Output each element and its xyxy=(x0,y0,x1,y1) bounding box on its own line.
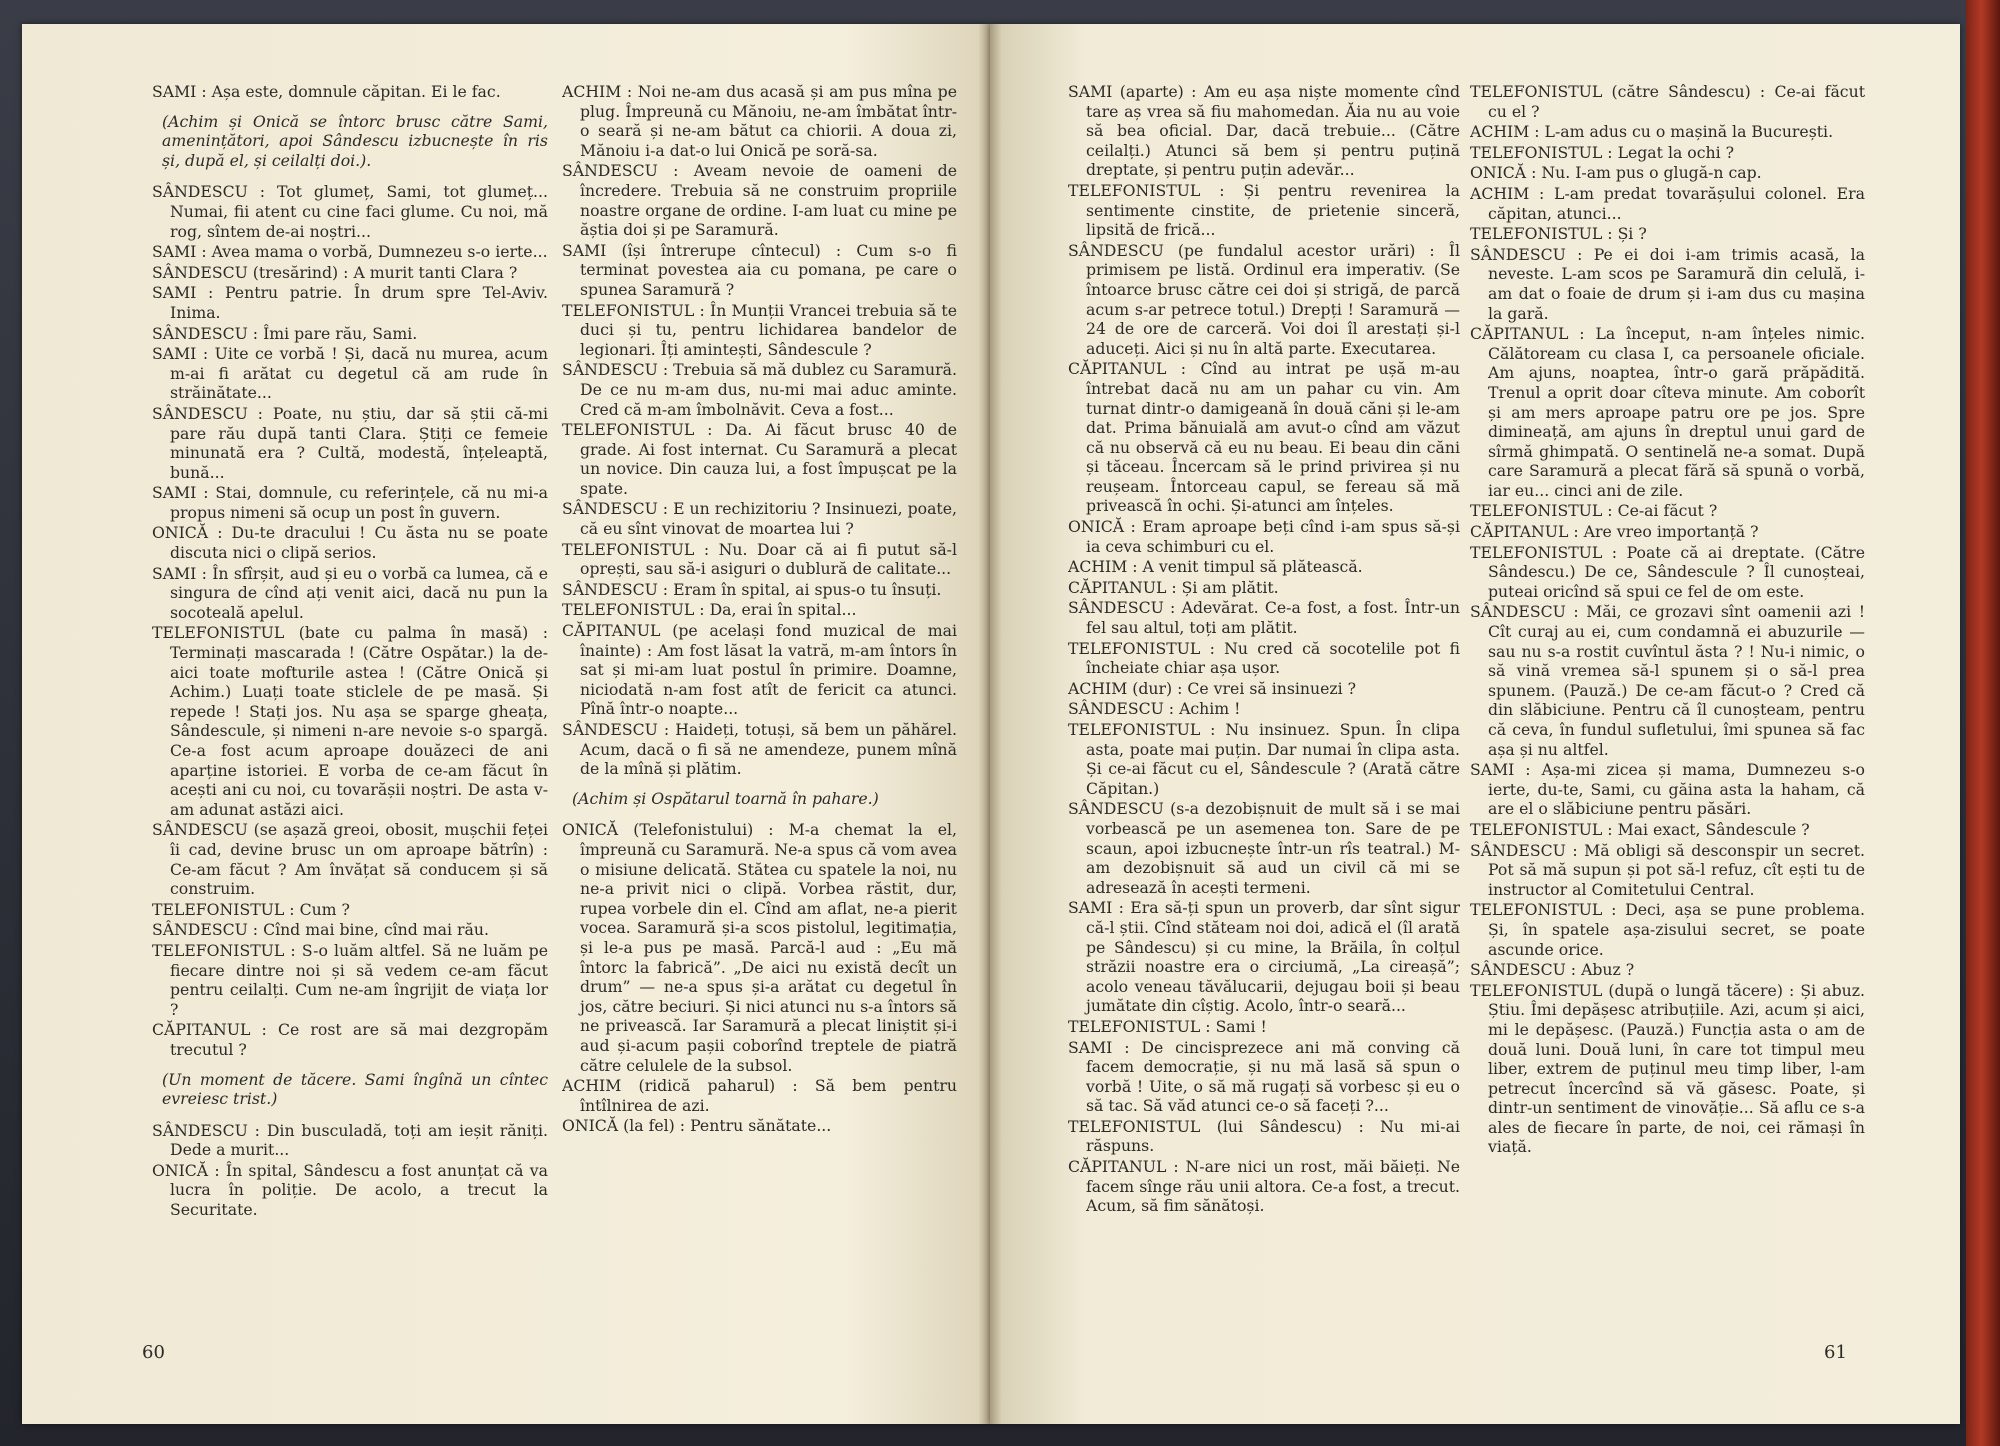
speaker-label: ONICĂ (Telefonistului) : xyxy=(562,820,789,840)
speaker-label: SÂNDESCU : xyxy=(1470,244,1594,264)
speaker-label: SÂNDESCU : xyxy=(1470,840,1585,860)
left-page-column-2 xyxy=(562,82,957,1342)
dialogue-line xyxy=(1470,602,1865,759)
dialogue-text: Deci, așa se pune problema. Și, în spatele așa-zisului secret, se poate ascunde orice. xyxy=(1488,900,1865,959)
dialogue-text: Nu insinuez. Spun. În clipa asta, poate mai puțin. Dar numai în clipa asta. Și ce-ai făcut cu el, Sândescule ? (Arată către Căpitan.) xyxy=(1086,720,1460,798)
dialogue-text: Terminați mascarada ! (Către Ospătar.) la de-aici toate mofturile astea ! (Către Onică și Achim.) Luați toate sticlele de pe masă. Și repede ! Stați jos. Nu așa se sparge gheața, Sândescule, și nimeni n-are nevoie s-o spargă. Ce-a fost acum aproape douăzeci de ani aparține istoriei. E vorba de ce-am făcut în acești ani cu noi, cu tovarășii noștri. De asta v-am adunat astăzi aici. xyxy=(170,643,548,819)
speaker-label: SÂNDESCU : xyxy=(562,161,694,181)
dialogue-text: De cincisprezece ani mă conving că facem democrație, și nu mă lasă să spun o vorbă ! Uite, o să mă rugați să vorbesc și eu o să tac. Să văd atunci ce-o să faceți ?... xyxy=(1086,1037,1460,1116)
left-page-column-1 xyxy=(152,82,548,1342)
speaker-label: ACHIM : xyxy=(1068,557,1143,577)
page-number-right: 61 xyxy=(1824,1342,1847,1363)
dialogue-line xyxy=(562,82,957,160)
dialogue-line xyxy=(1470,163,1865,183)
dialogue-line xyxy=(1470,960,1865,980)
dialogue-line xyxy=(1470,224,1865,244)
speaker-label: ACHIM : xyxy=(1470,122,1545,142)
dialogue-line xyxy=(1470,981,1865,1157)
dialogue-line xyxy=(1068,720,1460,798)
dialogue-line xyxy=(1470,82,1865,121)
dialogue-text: Am fost lăsat la vatră, m-am întors în sat și mi-am luat postul în primire. Doamne, niciodată n-am fost atît de fericit ca atunci. Pînă într-o noapte... xyxy=(580,640,957,719)
stage-direction: (Achim și Onică se întorc brusc către Sami, amenințători, apoi Sândescu izbucnește în ris și, după el, și ceilalți doi.). xyxy=(162,111,548,170)
speaker-label: SÂNDESCU : xyxy=(562,579,674,599)
speaker-label: TELEFONISTUL : xyxy=(1068,1016,1216,1036)
speaker-label: TELEFONISTUL : xyxy=(1470,142,1618,162)
book-gutter xyxy=(978,24,1002,1424)
dialogue-line xyxy=(562,241,957,300)
speaker-label: TELEFONISTUL : xyxy=(1470,501,1618,521)
speaker-label: ONICĂ : xyxy=(1470,163,1542,183)
dialogue-text: Îmi pare rău, Sami. xyxy=(263,323,418,343)
dialogue-text: Abuz ? xyxy=(1581,960,1635,980)
left-page xyxy=(22,24,990,1424)
dialogue-line xyxy=(1068,181,1460,240)
speaker-label: SÂNDESCU (pe fundalul acestor urări) : xyxy=(1068,240,1449,260)
speaker-label: SÂNDESCU (se așază greoi, obosit, mușchii feței îi cad, devine brusc un om aproape bătrîn) : xyxy=(152,820,548,859)
dialogue-line xyxy=(1068,699,1460,719)
speaker-label: SAMI : xyxy=(152,283,225,303)
speaker-label: TELEFONISTUL : xyxy=(1470,542,1627,562)
dialogue-line xyxy=(1470,324,1865,500)
dialogue-text: Mai exact, Sândescule ? xyxy=(1617,819,1810,839)
dialogue-text: Din busculadă, toți am ieșit răniți. Dede a murit... xyxy=(170,1120,548,1160)
right-page-column-2 xyxy=(1470,82,1865,1342)
speaker-label: CĂPITANUL : xyxy=(1068,359,1201,379)
speaker-label: TELEFONISTUL : xyxy=(562,300,711,320)
dialogue-text: Eram în spital, ai spus-o tu însuți. xyxy=(673,579,942,599)
speaker-label: ONICĂ (la fel) : xyxy=(562,1116,691,1136)
dialogue-line xyxy=(562,161,957,239)
dialogue-line xyxy=(1470,820,1865,840)
speaker-label: SÂNDESCU : xyxy=(152,1120,267,1140)
dialogue-line xyxy=(1470,122,1865,142)
dialogue-line xyxy=(1068,598,1460,637)
dialogue-line xyxy=(152,523,548,562)
speaker-label: SAMI : xyxy=(152,242,212,262)
dialogue-line xyxy=(152,483,548,522)
dialogue-text: Ce rost are să mai dezgropăm trecutul ? xyxy=(170,1020,548,1059)
speaker-label: CĂPITANUL : xyxy=(152,1020,278,1040)
dialogue-line xyxy=(562,600,957,620)
dialogue-line xyxy=(562,540,957,579)
speaker-label: CĂPITANUL : xyxy=(1068,577,1182,597)
dialogue-text: Ce vrei să insinuezi ? xyxy=(1187,678,1357,698)
dialogue-line xyxy=(152,182,548,241)
speaker-label: ACHIM (ridică paharul) : xyxy=(562,1076,815,1096)
dialogue-line xyxy=(1470,143,1865,163)
dialogue-text: Adevărat. Ce-a fost, a fost. Într-un fel sau altul, toți am plătit. xyxy=(1086,598,1460,638)
dialogue-text: Eram aproape beți cînd i-am spus să-și ia ceva schimburi cu el. xyxy=(1086,517,1460,556)
dialogue-line xyxy=(1068,557,1460,577)
dialogue-line xyxy=(1068,241,1460,359)
dialogue-line xyxy=(152,900,548,920)
speaker-label: TELEFONISTUL : xyxy=(1068,638,1225,658)
dialogue-text: Măi, ce grozavi sînt oamenii azi ! Cît curaj au ei, cum condamnă ei abuzurile — sau nu s-a rostit cuvîntul ăsta ? ! Nu-i nimic, o să vină vremea să-l spunem și o să-l prea spunem. (Pauză.) De ce-am făcut-o ? Cred că din slăbiciune. Pentru că îl cunoșteam, pentru că ceva, în fundul sufletului, îmi spunea să fac așa și nu altfel. xyxy=(1488,602,1865,759)
dialogue-text: În Munții Vrancei trebuia să te duci și tu, pentru lichidarea bandelor de legionari. Îți amintești, Sândescule ? xyxy=(580,300,957,359)
book-edge xyxy=(1966,0,2000,1446)
speaker-label: SAMI (aparte) : xyxy=(1068,82,1204,101)
stage-direction: (Achim și Ospătarul toarnă în pahare.) xyxy=(572,788,879,808)
dialogue-text: Și ? xyxy=(1617,224,1647,244)
dialogue-text: Nu cred că socotelile pot fi încheiate chiar așa ușor. xyxy=(1086,638,1460,678)
dialogue-text: Nu mi-ai răspuns. xyxy=(1086,1116,1460,1156)
speaker-label: SAMI : xyxy=(1068,1037,1142,1057)
speaker-label: ACHIM : xyxy=(1470,183,1555,203)
dialogue-text: În spital, Sândescu a fost anunțat că va lucra în poliție. De acolo, a trecut la Securitate. xyxy=(170,1160,548,1220)
speaker-label: SÂNDESCU : xyxy=(152,920,264,940)
right-page xyxy=(990,24,1960,1424)
dialogue-line xyxy=(152,242,548,262)
dialogue-line xyxy=(1068,517,1460,556)
dialogue-text: Are vreo importanță ? xyxy=(1583,522,1759,542)
speaker-label: SAMI : xyxy=(1068,898,1131,918)
speaker-label: ACHIM (dur) : xyxy=(1068,678,1188,698)
speaker-label: SÂNDESCU : xyxy=(562,720,676,739)
dialogue-line xyxy=(562,301,957,360)
dialogue-text: Și abuz. Știu. Îmi depășesc atribuțiile. Azi, acum și aici, mi le depășesc. (Pauză.) Funcția asta o am de două luni. Două luni, în care tot timpul meu liber, extrem de puținul meu timp liber, l-am petrecut încercînd să vă găsesc. Poate, și dintr-un sentiment de vinovăție... Să aflu ce s-a ales de fiecare în parte, de noi, cei rămași în viață. xyxy=(1488,980,1865,1157)
dialogue-text: L-am adus cu o mașină la București. xyxy=(1544,122,1834,142)
dialogue-line xyxy=(1068,799,1460,897)
speaker-label: SÂNDESCU : xyxy=(1068,598,1182,618)
dialogue-text: Era să-ți spun un proverb, dar sînt sigur că-l știi. Cînd stăteam noi doi, adică el (îl arată pe Sândescu) și cu mine, la Brăila, în colțul străzii noastre era o circiumă, „La cireașă”; acolo veneau tăvălucarii, dejugau boii și beau jumătate din cîștig. Acolo, într-o seară... xyxy=(1086,898,1460,1016)
dialogue-text: Cînd mai bine, cînd mai rău. xyxy=(263,920,489,940)
dialogue-line xyxy=(1470,900,1865,959)
speaker-label: CĂPITANUL (pe același fond muzical de mai înainte) : xyxy=(562,621,957,660)
dialogue-text: N-are nici un rost, măi băieți. Ne facem sînge rău unii altora. Ce-a fost, a trecut. Acum, să fim sănătoși. xyxy=(1086,1157,1460,1216)
dialogue-line xyxy=(152,1121,548,1160)
dialogue-line xyxy=(1470,760,1865,819)
dialogue-text: Așa-mi zicea și mama, Dumnezeu s-o ierte, du-te, Sami, cu găina asta la haham, că are el o slăbiciune pentru păsări. xyxy=(1488,760,1865,819)
speaker-label: SÂNDESCU : xyxy=(152,323,264,343)
dialogue-line xyxy=(152,1161,548,1220)
dialogue-text: A murit tanti Clara ? xyxy=(353,262,518,282)
dialogue-line xyxy=(1470,184,1865,223)
speaker-label: SAMI : xyxy=(152,483,216,503)
dialogue-text: Poate că ai dreptate. (Către Sândescu.) De ce, Sândescule ? Îl cunoșteai, puteai oricînd să spui ce fel de om este. xyxy=(1488,542,1865,601)
dialogue-line xyxy=(562,720,957,779)
dialogue-text: Ce-ai făcut cu el ? xyxy=(1488,82,1865,121)
speaker-label: TELEFONISTUL : xyxy=(1470,900,1626,920)
speaker-label: ONICĂ : xyxy=(152,523,232,543)
speaker-label: TELEFONISTUL : xyxy=(152,940,302,960)
dialogue-text: Sami ! xyxy=(1215,1016,1267,1036)
dialogue-line xyxy=(1068,898,1460,1016)
dialogue-text: M-a chemat la el, împreună cu Saramură. Ne-a spus că vom avea o misiune delicată. Stătea cu spatele la noi, nu ne-a privit nici o clipă. Vorbea răstit, dur, rupea vorbele din el. Cînd am aflat, ne-a pierit vocea. Saramură și-a scos pistolul, legitimația, și le-a pus pe masă. Parcă-l aud : „Eu mă întorc la fabrică”. „De aici nu există decît un drum” — ne-a spus și-a arătat cu degetul în jos, către beciuri. Și nici atunci nu s-a întors să ne privească. Iar Saramură a plecat liniștit și-i aud și-acum pașii coborînd treptele de piatră către celulele de la subsol. xyxy=(580,820,957,1075)
speaker-label: TELEFONISTUL : xyxy=(562,600,710,620)
dialogue-line xyxy=(1068,1117,1460,1156)
dialogue-line xyxy=(1068,82,1460,180)
speaker-label: SÂNDESCU : xyxy=(152,182,277,202)
speaker-label: ONICĂ : xyxy=(1068,517,1143,537)
dialogue-line xyxy=(152,344,548,403)
dialogue-line xyxy=(152,941,548,1019)
speaker-label: SÂNDESCU : xyxy=(562,360,674,380)
dialogue-line xyxy=(152,564,548,623)
speaker-label: SÂNDESCU (s-a dezobișnuit de mult să i se mai vorbească pe un asemenea ton. Sare de pe scaun, apoi izbucnește într-un rîs teatral.) xyxy=(1068,799,1460,858)
speaker-label: ONICĂ : xyxy=(152,1160,226,1180)
dialogue-text: Noi ne-am dus acasă și am pus mîna pe plug. Împreună cu Mănoiu, ne-am îmbătat într-o seară și ne-am bătut ca chiorii. A doua zi, Mănoiu i-a dat-o lui Onică pe soră-sa. xyxy=(580,82,957,160)
dialogue-line xyxy=(152,623,548,819)
speaker-label: SÂNDESCU : xyxy=(562,499,674,519)
dialogue-line xyxy=(562,1116,957,1136)
speaker-label: TELEFONISTUL (către Sândescu) : xyxy=(1470,82,1775,101)
dialogue-line xyxy=(1068,639,1460,678)
dialogue-text: Avea mama o vorbă, Dumnezeu s-o ierte... xyxy=(211,242,548,262)
speaker-label: CĂPITANUL : xyxy=(1470,324,1596,344)
dialogue-line xyxy=(562,1076,957,1115)
dialogue-text: Du-te dracului ! Cu ăsta nu se poate discuta nici o clipă serios. xyxy=(170,523,548,563)
dialogue-line xyxy=(562,420,957,498)
dialogue-text: Uite ce vorbă ! Și, dacă nu murea, acum m-ai fi arătat cu degetul că am rude în străinătate... xyxy=(170,344,548,403)
dialogue-text: Trebuia să mă dublez cu Saramură. De ce nu m-am dus, nu-mi mai aduc aminte. Cred că m-am îmbolnăvit. Ceva a fost... xyxy=(580,360,957,419)
dialogue-line xyxy=(152,263,548,283)
stage-direction: (Un moment de tăcere. Sami îngînă un cîntec evreiesc trist.) xyxy=(162,1069,548,1109)
dialogue-text: Stai, domnule, cu referințele, că nu mi-a propus nimeni să ocup un post în guvern. xyxy=(170,483,548,522)
dialogue-line xyxy=(152,82,548,102)
dialogue-line xyxy=(152,920,548,940)
speaker-label: ACHIM : xyxy=(562,82,638,101)
dialogue-text: Și am plătit. xyxy=(1181,577,1279,597)
dialogue-text: Aveam nevoie de oameni de încredere. Trebuia să ne construim propriile noastre organe de ordine. I-am luat cu mine pe ăștia doi și pe Saramură. xyxy=(580,161,957,240)
dialogue-line xyxy=(1068,359,1460,516)
speaker-label: TELEFONISTUL : xyxy=(152,899,300,919)
speaker-label: TELEFONISTUL (după o lungă tăcere) : xyxy=(1470,980,1801,1000)
dialogue-line xyxy=(1470,543,1865,602)
dialogue-text: Pentru patrie. În drum spre Tel-Aviv. Inima. xyxy=(170,283,548,322)
dialogue-text: Cînd au intrat pe ușă m-au întrebat dacă nu am un pahar cu vin. Am turnat dintr-o damigeană în două căni și le-am dat. Prima bănuială am avut-o cînd am văzut că nu observă că eu nu beau. Ei beau din căni și tăceau. Încercam să le prind privirea și nu reușeam. Întorceau capul, se fereau să mă privească în ochi. Și-atunci am înțeles. xyxy=(1086,359,1460,516)
dialogue-line xyxy=(562,360,957,419)
right-page-column-1 xyxy=(1068,82,1460,1342)
speaker-label: TELEFONISTUL : xyxy=(1068,180,1244,200)
dialogue-text: Și pentru revenirea la sentimente cinstite, de prietenie sinceră, lipsită de frică... xyxy=(1086,180,1460,240)
speaker-label: TELEFONISTUL (lui Sândescu) : xyxy=(1068,1116,1381,1136)
dialogue-text: Pentru sănătate... xyxy=(690,1116,832,1136)
dialogue-text: Să bem pentru întîlnirea de azi. xyxy=(580,1076,957,1115)
dialogue-text: Legat la ochi ? xyxy=(1617,142,1735,162)
dialogue-line xyxy=(152,404,548,482)
dialogue-text: Haideți, totuși, să bem un păhărel. Acum, dacă o fi să ne amendeze, punem mînă de la mînă și plătim. xyxy=(580,720,957,779)
dialogue-text: Achim ! xyxy=(1179,699,1241,719)
dialogue-line xyxy=(152,283,548,322)
speaker-label: SÂNDESCU : xyxy=(1470,960,1582,980)
speaker-label: SÂNDESCU (tresărind) : xyxy=(152,262,354,282)
dialogue-text: La început, n-am înțeles nimic. Călătoream cu clasa I, ca persoanele oficiale. Am ajuns, noaptea, într-o gară prăpădită. Trenul a oprit doar cîteva minute. Am coborît și am mers aproape patru ore pe jos. Spre dimineață, am ajuns în dreptul unui gard de sîrmă ghimpată. O sentinelă ne-a somat. După care Saramură a plecat fără să spună o vorbă, iar eu... cinci ani de zile. xyxy=(1488,324,1865,500)
dialogue-text: Îl primisem pe listă. Ordinul era imperativ. (Se întoarce brusc către cei doi și strigă, de parcă acum s-ar petrece totul.) Drepți ! Saramură — 24 de ore de carceră. Voi doi îl arestați și-l aduceți. Aici și nu în altă parte. Executarea. xyxy=(1086,240,1460,358)
dialogue-text: Da. Ai făcut brusc 40 de grade. Ai fost internat. Cu Saramură a plecat un novice. Din cauza lui, a fost împușcat pe la spate. xyxy=(580,420,957,498)
dialogue-text: Da, erai în spital... xyxy=(709,600,857,620)
dialogue-text: Nu. Doar că ai fi putut să-l oprești, sau să-i asiguri o dublură de calitate... xyxy=(580,539,957,579)
speaker-label: TELEFONISTUL : xyxy=(1470,224,1618,244)
dialogue-line xyxy=(562,820,957,1075)
speaker-label: TELEFONISTUL : xyxy=(1068,720,1226,739)
dialogue-text: Pe ei doi i-am trimis acasă, la neveste. L-am scos pe Saramură din celulă, i-am dat o foaie de drum și i-am dus cu mașina la gară. xyxy=(1488,244,1865,323)
dialogue-line xyxy=(152,324,548,344)
speaker-label: TELEFONISTUL : xyxy=(562,539,719,559)
dialogue-text: Am eu așa niște momente cînd tare aș vrea să fiu mahomedan. Ăia nu au voie să bea oficial. Dar, dacă trebuie... (Către ceilalți.) Atunci să bem și pentru puțină dreptate, și pentru puțin adevăr... xyxy=(1086,82,1460,180)
speaker-label: SÂNDESCU : xyxy=(152,403,273,423)
dialogue-line xyxy=(1068,1038,1460,1116)
dialogue-line xyxy=(1470,501,1865,521)
speaker-label: SAMI : xyxy=(152,563,213,583)
speaker-label: TELEFONISTUL : xyxy=(562,420,726,440)
speaker-label: SÂNDESCU : xyxy=(1068,699,1180,719)
speaker-label: TELEFONISTUL (bate cu palma în masă) : xyxy=(152,623,548,643)
speaker-label: CĂPITANUL : xyxy=(1470,522,1584,542)
dialogue-line xyxy=(1470,522,1865,542)
dialogue-line xyxy=(1068,679,1460,699)
dialogue-text: Nu. I-am pus o glugă-n cap. xyxy=(1541,163,1762,183)
dialogue-line xyxy=(562,499,957,538)
dialogue-line xyxy=(1068,578,1460,598)
speaker-label: SAMI : xyxy=(152,344,215,364)
dialogue-text: În sfîrșit, aud și eu o vorbă ca lumea, că e singura de cînd ați venit aici, dacă nu pun la socoteală apelul. xyxy=(170,563,548,622)
dialogue-text: Ce-ai făcut ? xyxy=(1617,501,1718,521)
dialogue-line xyxy=(562,580,957,600)
dialogue-text: M-am dezobișnuit să aud un civil că mi se adresează în acești termeni. xyxy=(1086,838,1460,897)
speaker-label: SAMI : xyxy=(1470,760,1542,780)
dialogue-text: Cum ? xyxy=(299,899,350,919)
dialogue-text: Poate, nu știu, dar să știi că-mi pare rău după tanti Clara. Știți ce femeie minunată era ? Cultă, modestă, înțeleaptă, bună... xyxy=(170,403,548,482)
dialogue-text: A venit timpul să plătească. xyxy=(1142,557,1363,577)
dialogue-line xyxy=(1068,1157,1460,1216)
dialogue-text: Ce-am făcut ? Am învățat să conducem și să construim. xyxy=(170,859,548,899)
dialogue-text: Cum s-o fi terminat povestea aia cu pomana, pe care o spunea Saramură ? xyxy=(580,240,957,299)
dialogue-text: Așa este, domnule căpitan. Ei le fac. xyxy=(211,82,501,101)
speaker-label: SÂNDESCU : xyxy=(1470,602,1587,622)
dialogue-text: Tot glumeț, Sami, tot glumeț... Numai, fii atent cu cine faci glume. Cu noi, mă rog, sîntem de-ai noștri... xyxy=(170,182,548,241)
dialogue-line xyxy=(1068,1017,1460,1037)
dialogue-text: L-am predat tovarășului colonel. Era căpitan, atunci... xyxy=(1488,183,1865,223)
dialogue-line xyxy=(152,820,548,898)
dialogue-text: E un rechizitoriu ? Insinuezi, poate, că eu sînt vinovat de moartea lui ? xyxy=(580,499,957,539)
speaker-label: SAMI : xyxy=(152,82,212,101)
speaker-label: SAMI (își întrerupe cîntecul) : xyxy=(562,240,857,260)
dialogue-line xyxy=(1470,245,1865,323)
dialogue-text: Mă obligi să desconspir un secret. Pot să mă supun și pot să-l refuz, cît ești tu de instructor al Comitetului Central. xyxy=(1488,840,1865,899)
dialogue-line xyxy=(1470,841,1865,900)
page-number-left: 60 xyxy=(142,1342,165,1363)
dialogue-line xyxy=(562,621,957,719)
dialogue-line xyxy=(152,1020,548,1059)
speaker-label: TELEFONISTUL : xyxy=(1470,819,1618,839)
speaker-label: CĂPITANUL : xyxy=(1068,1157,1186,1177)
dialogue-text: S-o luăm altfel. Să ne luăm pe fiecare dintre noi și să vedem ce-am făcut pentru ceilalți. Cum ne-am îngrijit de viața lor ? xyxy=(170,940,548,1019)
